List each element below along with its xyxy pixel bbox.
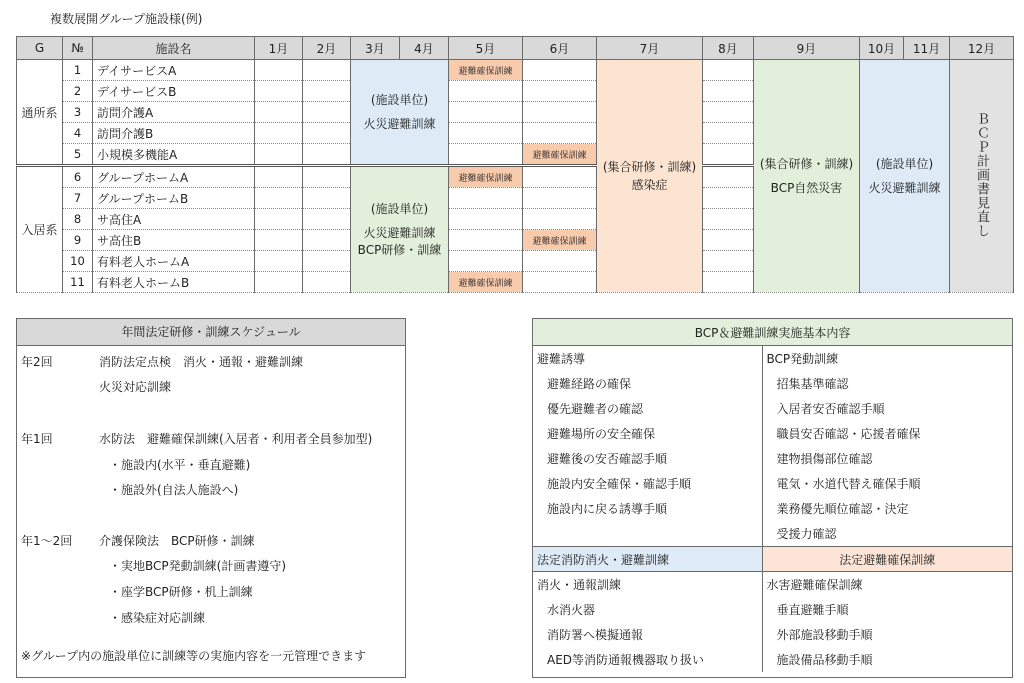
row-number: 1 [63, 60, 93, 81]
cell [255, 144, 303, 166]
cell [523, 166, 597, 188]
annual-text: ・施設外(自法人施設へ) [109, 483, 239, 497]
annual-text: ・感染症対応訓練 [109, 611, 206, 625]
list-item [533, 421, 1012, 446]
bcp-category: 消火・通報訓練 [533, 572, 762, 598]
bcp-content-box [532, 318, 1013, 678]
annual-text: ・実地BCP発動訓練(計画書遵守) [109, 559, 287, 573]
row-number: 6 [63, 166, 93, 188]
bcp-item: 職員安否確認・応援者確保 [776, 427, 921, 441]
facility-name: サ高住B [93, 230, 255, 251]
evacuation-drill-header: 法定避難確保訓練 [762, 547, 1012, 572]
cell [303, 166, 351, 188]
block-caption: (施設単位) [370, 92, 429, 107]
header-month-12: 12月 [950, 37, 1014, 60]
facility-name: グループホームB [93, 188, 255, 209]
cell [255, 60, 303, 81]
cell [703, 272, 754, 293]
frequency-label: 年1回 [21, 432, 53, 446]
cell [703, 60, 754, 81]
annual-text: 介護保険法 BCP研修・訓練 [99, 534, 255, 548]
block-jul [597, 60, 703, 293]
block-mar-apr-bottom [351, 166, 449, 293]
bcp-item: 垂直避難手順 [776, 603, 849, 617]
bcp-header-row [533, 319, 1012, 346]
header-month-6: 6月 [523, 37, 597, 60]
cell [255, 272, 303, 293]
cell [449, 81, 523, 102]
facility-name: 有料老人ホームB [93, 272, 255, 293]
cell [449, 230, 523, 251]
cell [255, 188, 303, 209]
cell [255, 230, 303, 251]
bcp-item: 外部施設移動手順 [776, 628, 873, 642]
cell [703, 144, 754, 166]
row-number: 4 [63, 123, 93, 144]
evacuation-badge: 避難確保訓練 [449, 60, 523, 81]
facility-name: 有料老人ホームA [93, 251, 255, 272]
cell [703, 251, 754, 272]
cell [303, 123, 351, 144]
header-month-3: 3月 [351, 37, 400, 60]
header-month-5: 5月 [449, 37, 523, 60]
block-dec [950, 60, 1014, 293]
bcp-item: 建物損傷部位確認 [776, 452, 873, 466]
bcp-item: 電気・水道代替え確保手順 [776, 477, 921, 491]
block-mar-apr-top [351, 60, 449, 166]
facility-name: デイサービスA [93, 60, 255, 81]
cell [303, 251, 351, 272]
cell [523, 81, 597, 102]
cell [449, 209, 523, 230]
row-number: 9 [63, 230, 93, 251]
cell [703, 188, 754, 209]
block-caption: (集合研修・訓練) [602, 160, 697, 174]
block-caption: (集合研修・訓練) [759, 156, 854, 171]
cell [303, 102, 351, 123]
block-text: 火災避難訓練 [363, 117, 436, 131]
cell [523, 123, 597, 144]
list-item [533, 496, 1012, 521]
header-g: G [17, 37, 63, 60]
cell [303, 81, 351, 102]
cell [255, 102, 303, 123]
list-item [533, 622, 1012, 647]
header-month-1: 1月 [255, 37, 303, 60]
header-no: № [63, 37, 93, 60]
list-item [533, 521, 1012, 547]
cell [523, 209, 597, 230]
bcp-item: 入居者安否確認手順 [776, 402, 885, 416]
cell [703, 123, 754, 144]
bcp-item: 消防署へ模擬通報 [533, 622, 762, 647]
cell [449, 251, 523, 272]
schedule-header-row [17, 37, 1014, 60]
cell [449, 123, 523, 144]
bcp-item [533, 521, 762, 547]
bcp-item: 避難経路の確保 [533, 371, 762, 396]
cell [523, 251, 597, 272]
bcp-category: BCP発動訓練 [766, 352, 839, 366]
row-number: 11 [63, 272, 93, 293]
block-caption: (施設単位) [370, 202, 429, 217]
annual-schedule-box [16, 318, 406, 678]
annual-header: 年間法定研修・訓練スケジュール [17, 319, 405, 346]
annual-text: ・施設内(水平・垂直避難) [109, 458, 251, 472]
block-text: BCP自然災害 [770, 181, 843, 195]
table-row [17, 60, 1014, 81]
schedule-table [16, 36, 1013, 299]
bcp-item: 水消火器 [533, 597, 762, 622]
evacuation-badge: 避難確保訓練 [449, 272, 523, 293]
cell [703, 81, 754, 102]
row-number: 3 [63, 102, 93, 123]
block-oct-nov [860, 60, 950, 293]
bcp-item: 受援力確認 [776, 527, 837, 541]
list-item [533, 371, 1012, 396]
list-item [533, 647, 1012, 672]
cell [303, 272, 351, 293]
header-month-2: 2月 [303, 37, 351, 60]
header-facility: 施設名 [93, 37, 255, 60]
cell [523, 188, 597, 209]
bcp-item: 避難場所の安全確保 [533, 421, 762, 446]
block-text: BCP研修・訓練 [357, 242, 442, 257]
annual-text: 火災対応訓練 [99, 380, 172, 394]
header-month-11: 11月 [904, 37, 950, 60]
row-number: 5 [63, 144, 93, 166]
cell [303, 209, 351, 230]
cell [255, 123, 303, 144]
cell [303, 188, 351, 209]
facility-name: 小規模多機能A [93, 144, 255, 166]
cell [303, 144, 351, 166]
group-day-service: 通所系 [17, 60, 63, 166]
block-text: 感染症 [631, 178, 668, 192]
list-item [533, 597, 1012, 622]
cell [303, 230, 351, 251]
bcp-item: 施設内に戻る誘導手順 [533, 496, 762, 521]
bcp-category: 避難誘導 [533, 346, 762, 372]
list-item [533, 572, 1012, 598]
cell [703, 230, 754, 251]
cell [449, 144, 523, 166]
cell [449, 188, 523, 209]
block-caption: (施設単位) [875, 156, 934, 171]
facility-name: 訪問介護A [93, 102, 255, 123]
row-number: 10 [63, 251, 93, 272]
cell [703, 102, 754, 123]
row-number: 7 [63, 188, 93, 209]
bcp-category: 水害避難確保訓練 [766, 578, 863, 592]
list-item [533, 346, 1012, 372]
block-text: 火災避難訓練 [363, 226, 436, 241]
cell [255, 81, 303, 102]
row-number: 8 [63, 209, 93, 230]
fire-drill-header: 法定消防消火・避難訓練 [533, 547, 762, 572]
evacuation-badge: 避難確保訓練 [449, 166, 523, 188]
evacuation-badge: 避難確保訓練 [523, 230, 597, 251]
cell [523, 102, 597, 123]
facility-name: 訪問介護B [93, 123, 255, 144]
header-month-9: 9月 [754, 37, 860, 60]
bcp-item: AED等消防通報機器取り扱い [533, 647, 762, 672]
facility-name: グループホームA [93, 166, 255, 188]
bcp-item: 施設備品移動手順 [776, 653, 873, 667]
annual-text: 水防法 避難確保訓練(入居者・利用者全員参加型) [99, 432, 373, 446]
annual-text: ・座学BCP研修・机上訓練 [109, 585, 253, 599]
header-month-7: 7月 [597, 37, 703, 60]
cell [523, 272, 597, 293]
bcp-item: 施設内安全確保・確認手順 [533, 471, 762, 496]
group-residential: 入居系 [17, 166, 63, 293]
cell [703, 166, 754, 188]
frequency-label: 年2回 [21, 355, 53, 369]
bcp-header: BCP＆避難訓練実施基本内容 [533, 319, 1012, 346]
page-title: 複数展開グループ施設様(例) [50, 12, 203, 26]
header-month-4: 4月 [400, 37, 449, 60]
cell [255, 209, 303, 230]
cell [303, 60, 351, 81]
evacuation-badge: 避難確保訓練 [523, 144, 597, 166]
bcp-item: 業務優先順位確認・決定 [776, 502, 909, 516]
bcp-section-header-row [533, 547, 1012, 572]
list-item [533, 471, 1012, 496]
block-sep [754, 60, 860, 293]
block-text: 火災避難訓練 [868, 181, 941, 195]
list-item [533, 446, 1012, 471]
cell [255, 251, 303, 272]
frequency-label: 年1～2回 [21, 534, 73, 548]
list-item [533, 396, 1012, 421]
cell [255, 166, 303, 188]
row-number: 2 [63, 81, 93, 102]
header-month-8: 8月 [703, 37, 754, 60]
bcp-item: 避難後の安否確認手順 [533, 446, 762, 471]
header-month-10: 10月 [860, 37, 904, 60]
bcp-item: 招集基準確認 [776, 377, 849, 391]
facility-name: サ高住A [93, 209, 255, 230]
cell [449, 102, 523, 123]
facility-name: デイサービスB [93, 81, 255, 102]
bcp-review-text: ＢＣＰ計画書見直し [974, 111, 989, 238]
cell [523, 60, 597, 81]
bcp-item: 優先避難者の確認 [533, 396, 762, 421]
cell [703, 209, 754, 230]
annual-text: 消防法定点検 消火・通報・避難訓練 [99, 355, 304, 369]
annual-note: ※グループ内の施設単位に訓練等の実施内容を一元管理できます [21, 649, 367, 663]
